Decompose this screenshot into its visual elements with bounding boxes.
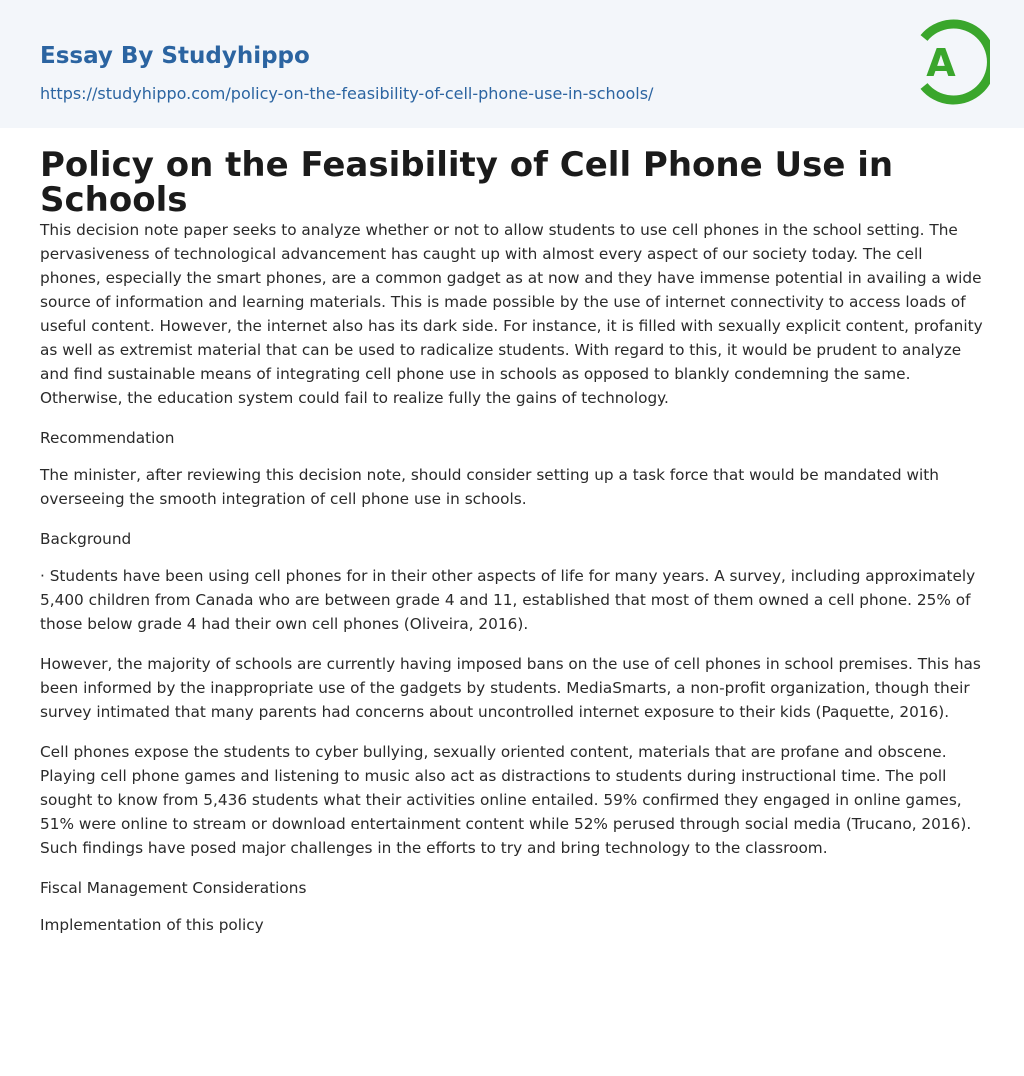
section-heading-recommendation: Recommendation	[40, 429, 175, 447]
site-header	[0, 0, 1024, 128]
logo-letter: A	[926, 41, 956, 85]
article	[40, 145, 984, 950]
background-paragraph-2: However, the majority of schools are currently having imposed bans on the use of cell phones in school premises. This has been informed by the inappropriate use of the gadgets by students. MediaSmarts, a non-profit organization, though their survey intimated that many parents had concerns about uncontrolled internet exposure to their kids (Paquette, 2016).	[40, 655, 981, 721]
essay-url-link[interactable]: https://studyhippo.com/policy-on-the-feasibility-of-cell-phone-use-in-schools/	[40, 84, 654, 103]
intro-paragraph: This decision note paper seeks to analyze whether or not to allow students to use cell phones in the school setting. The pervasiveness of technological advancement has caught up with almost every aspect of our society today. The cell phones, especially the smart phones, are a common gadget as at now and they have immense potential in availing a wide source of information and learning materials. This is made possible by the use of internet connectivity to access loads of useful content. However, the internet also has its dark side. For instance, it is filled with sexually explicit content, profanity as well as extremist material that can be used to radicalize students. With regard to this, it would be prudent to analyze and find sustainable means of integrating cell phone use in schools as opposed to blankly condemning the same. Otherwise, the education system could fail to realize fully the gains of technology.	[40, 221, 983, 407]
page-title: Policy on the Feasibility of Cell Phone Use in Schools	[40, 145, 894, 220]
section-heading-implementation: Implementation of this policy	[40, 916, 264, 934]
studyhippo-logo-icon[interactable]	[910, 17, 990, 107]
brand-title[interactable]: Essay By Studyhippo	[40, 43, 310, 69]
section-heading-fiscal: Fiscal Management Considerations	[40, 879, 307, 897]
background-paragraph-3: Cell phones expose the students to cyber bullying, sexually oriented content, materials that are profane and obscene. Playing cell phone games and listening to music also act as distractions to students during instructional time. The poll sought to know from 5,436 students what their activities online entailed. 59% confirmed they engaged in online games, 51% were online to stream or download entertainment content while 52% perused through social media (Trucano, 2016). Such findings have posed major challenges in the efforts to try and bring technology to the classroom.	[40, 743, 972, 857]
background-paragraph-1: · Students have been using cell phones for in their other aspects of life for many years. A survey, including approximately 5,400 children from Canada who are between grade 4 and 11, established that most of them owned a cell phone. 25% of those below grade 4 had their own cell phones (Oliveira, 2016).	[40, 567, 976, 633]
recommendation-paragraph: The minister, after reviewing this decision note, should consider setting up a task force that would be mandated with overseeing the smooth integration of cell phone use in schools.	[40, 466, 939, 508]
section-heading-background: Background	[40, 530, 132, 548]
